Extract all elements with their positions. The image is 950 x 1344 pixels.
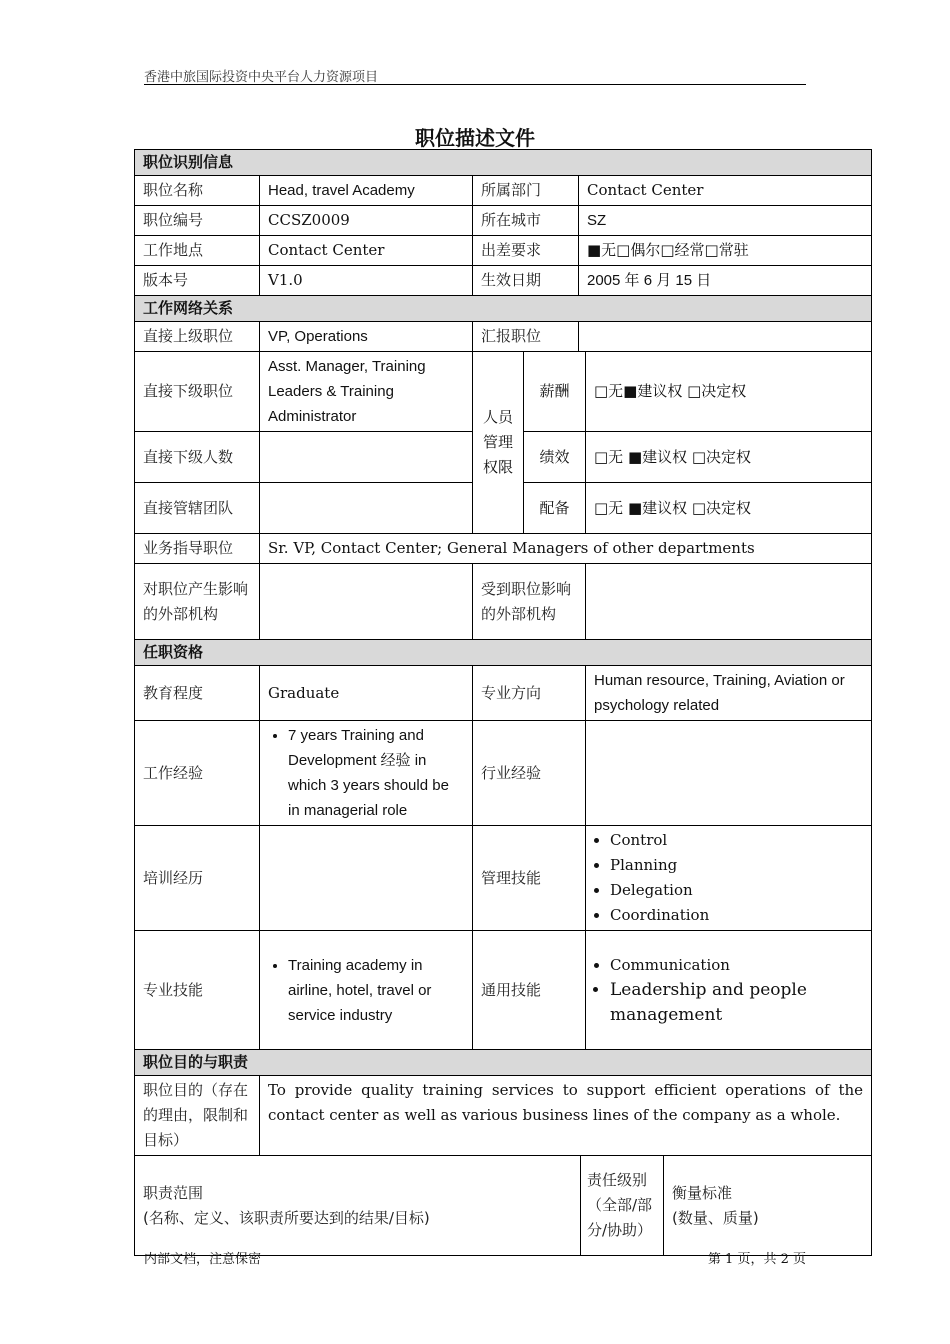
version-value: V1.0 xyxy=(260,266,473,296)
general-skill-label: 通用技能 xyxy=(473,931,586,1050)
influenced-by-label: 受到职位影响的外部机构 xyxy=(473,564,586,640)
team-label: 直接管辖团队 xyxy=(135,483,260,534)
mgmt-skill-item: • Planning xyxy=(610,853,863,878)
measure-label: 衡量标准 xyxy=(672,1183,733,1202)
effective-date-value: 2005 年 6 月 15 日 xyxy=(579,266,872,296)
purpose-label: 职位目的（存在的理由，限制和目标） xyxy=(135,1076,260,1156)
document-title: 职位描述文件 xyxy=(415,126,535,150)
salary-rights: □无■建议权 □决定权 xyxy=(586,352,872,432)
staffing-rights: □无 ■建议权 □决定权 xyxy=(586,483,872,534)
training-value xyxy=(260,826,473,931)
scope-sublabel: (名称、定义、该职责所要达到的结果/目标) xyxy=(143,1208,430,1227)
major-value: Human resource, Training, Aviation or psychology related xyxy=(586,666,872,721)
sub-count-value xyxy=(260,432,473,483)
experience-list xyxy=(260,721,473,826)
influence-out-label: 对职位产生影响的外部机构 xyxy=(135,564,260,640)
sub-count-label: 直接下级人数 xyxy=(135,432,260,483)
dept-label: 所属部门 xyxy=(473,176,579,206)
version-label: 版本号 xyxy=(135,266,260,296)
education-label: 教育程度 xyxy=(135,666,260,721)
mgmt-skill-list xyxy=(586,826,872,931)
superior-label: 直接上级职位 xyxy=(135,322,260,352)
prof-skill-list xyxy=(260,931,473,1050)
mgmt-skill-label: 管理技能 xyxy=(473,826,586,931)
mgmt-skill-item: • Control xyxy=(610,828,863,853)
staffing-label: 配备 xyxy=(524,483,586,534)
footer-confidential: 内部文档，注意保密 xyxy=(144,1252,262,1267)
scope-label: 职责范围 xyxy=(143,1183,204,1202)
responsibility-level-label: 责任级别（全部/部分/协助） xyxy=(581,1156,664,1256)
city-label: 所在城市 xyxy=(473,206,579,236)
effective-date-label: 生效日期 xyxy=(473,266,579,296)
section-heading-purpose: 职位目的与职责 xyxy=(135,1050,872,1076)
industry-value xyxy=(586,721,872,826)
dept-value: Contact Center xyxy=(579,176,872,206)
measure-sublabel: (数量、质量) xyxy=(672,1208,759,1227)
section-heading-network: 工作网络关系 xyxy=(135,296,872,322)
major-label: 专业方向 xyxy=(473,666,586,721)
page-header: 香港中旅国际投资中央平台人力资源项目 xyxy=(144,70,379,85)
industry-label: 行业经验 xyxy=(473,721,586,826)
city-value: SZ xyxy=(579,206,872,236)
job-name-label: 职位名称 xyxy=(135,176,260,206)
subordinate-label: 直接下级职位 xyxy=(135,352,260,432)
job-description-table xyxy=(134,149,872,1256)
job-name-value: Head, travel Academy xyxy=(260,176,473,206)
education-value: Graduate xyxy=(260,666,473,721)
report-label: 汇报职位 xyxy=(473,322,579,352)
prof-skill-item: • Training academy in airline, hotel, travel or service industry xyxy=(288,953,464,1028)
job-code-label: 职位编号 xyxy=(135,206,260,236)
location-label: 工作地点 xyxy=(135,236,260,266)
subordinate-value: Asst. Manager, Training Leaders & Training Administrator xyxy=(260,352,473,432)
travel-label: 出差要求 xyxy=(473,236,579,266)
salary-label: 薪酬 xyxy=(524,352,586,432)
influenced-by-value xyxy=(586,564,872,640)
performance-label: 绩效 xyxy=(524,432,586,483)
prof-skill-label: 专业技能 xyxy=(135,931,260,1050)
scope-header xyxy=(135,1156,581,1256)
training-label: 培训经历 xyxy=(135,826,260,931)
mgmt-skill-item: • Coordination xyxy=(610,903,863,928)
footer-page-number: 第 1 页，共 2 页 xyxy=(707,1252,806,1267)
purpose-value: To provide quality training services to support efficient operations of the contact center as well as various business lines of the company as a whole. xyxy=(260,1076,872,1156)
influence-out-value xyxy=(260,564,473,640)
experience-item: • 7 years Training and Development 经验 in which 3 years should be in managerial role xyxy=(288,723,464,823)
report-value xyxy=(579,322,872,352)
measure-header xyxy=(664,1156,872,1256)
general-skill-item: • Leadership and people management xyxy=(610,978,863,1028)
authority-label: 人员管理权限 xyxy=(473,352,524,534)
mgmt-skill-item: • Delegation xyxy=(610,878,863,903)
guidance-value: Sr. VP, Contact Center; General Managers of other departments xyxy=(260,534,872,564)
guidance-label: 业务指导职位 xyxy=(135,534,260,564)
location-value: Contact Center xyxy=(260,236,473,266)
general-skill-item: • Communication xyxy=(610,953,863,978)
travel-options: ■无□偶尔□经常□常驻 xyxy=(579,236,872,266)
general-skill-list xyxy=(586,931,872,1050)
section-heading-identification: 职位识别信息 xyxy=(135,150,872,176)
section-heading-qualifications: 任职资格 xyxy=(135,640,872,666)
job-code-value: CCSZ0009 xyxy=(260,206,473,236)
superior-value: VP, Operations xyxy=(260,322,473,352)
experience-label: 工作经验 xyxy=(135,721,260,826)
team-value xyxy=(260,483,473,534)
header-rule xyxy=(144,84,806,85)
performance-rights: □无 ■建议权 □决定权 xyxy=(586,432,872,483)
